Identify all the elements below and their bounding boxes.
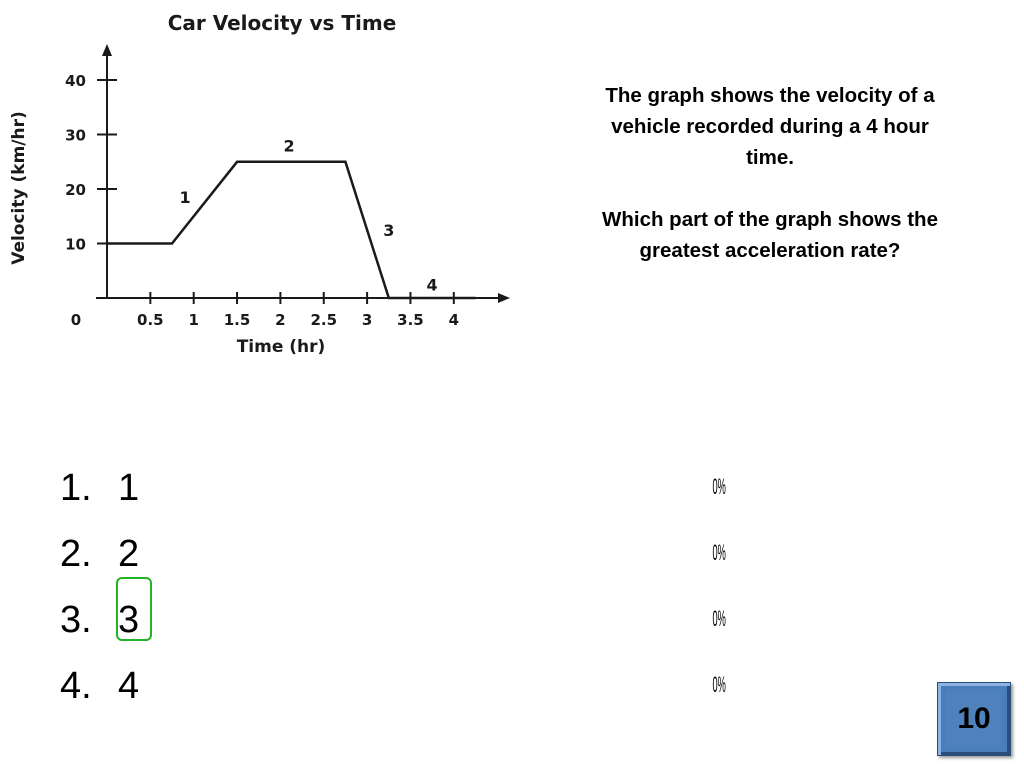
answer-number: 3. <box>60 599 92 641</box>
x-tick-label: 2 <box>275 311 286 329</box>
x-tick-label: 1 <box>188 311 199 329</box>
velocity-chart <box>0 0 512 360</box>
x-tick-label: 1.5 <box>223 311 251 329</box>
question-line-1: The graph shows the velocity of a vehicle recorded during a 4 hour time. <box>605 84 935 169</box>
answer-option-1[interactable] <box>60 458 620 524</box>
percent-answer-3: 0% <box>712 606 726 631</box>
percent-answer-1: 0% <box>712 474 726 499</box>
chart-canvas <box>0 0 512 360</box>
velocity-series-line <box>107 162 476 298</box>
y-axis-label: Velocity (km/hr) <box>9 111 29 265</box>
answer-number: 1. <box>60 467 92 509</box>
y-tick-label: 40 <box>65 72 86 90</box>
y-tick-label: 10 <box>65 235 86 254</box>
answer-label: 2 <box>118 533 140 575</box>
answer-number: 2. <box>60 533 92 575</box>
answer-list <box>60 458 620 722</box>
segment-label-1: 1 <box>179 188 191 208</box>
y-tick-label: 30 <box>65 126 86 145</box>
timer-value: 10 <box>946 691 1002 747</box>
x-tick-label: 3.5 <box>397 311 424 329</box>
answer-option-4[interactable] <box>60 656 620 722</box>
y-axis-arrow <box>102 44 112 56</box>
percent-answer-4: 0% <box>712 672 726 697</box>
chart-title: Car Velocity vs Time <box>167 11 397 35</box>
segment-label-2: 2 <box>283 136 295 156</box>
question-text <box>598 80 942 266</box>
answer-label: 4 <box>118 665 140 707</box>
correct-answer-highlight <box>116 577 152 641</box>
x-tick-label: 4 <box>448 311 460 329</box>
y-tick-label: 20 <box>65 181 86 199</box>
x-tick-label: 0.5 <box>137 311 164 329</box>
origin-label: 0 <box>70 311 82 329</box>
percent-answer-2: 0% <box>712 540 726 565</box>
x-tick-label: 2.5 <box>310 311 338 329</box>
segment-label-3: 3 <box>383 220 395 240</box>
x-tick-label: 3 <box>361 311 373 329</box>
answer-label: 3 <box>118 599 140 641</box>
segment-label-4: 4 <box>426 275 438 295</box>
answer-number: 4. <box>60 665 92 707</box>
countdown-timer <box>937 682 1011 756</box>
x-axis-label: Time (hr) <box>236 337 326 357</box>
answer-label: 1 <box>118 467 140 509</box>
question-line-2: Which part of the graph shows the greatest acceleration rate? <box>602 208 938 262</box>
x-axis-arrow <box>498 293 510 303</box>
